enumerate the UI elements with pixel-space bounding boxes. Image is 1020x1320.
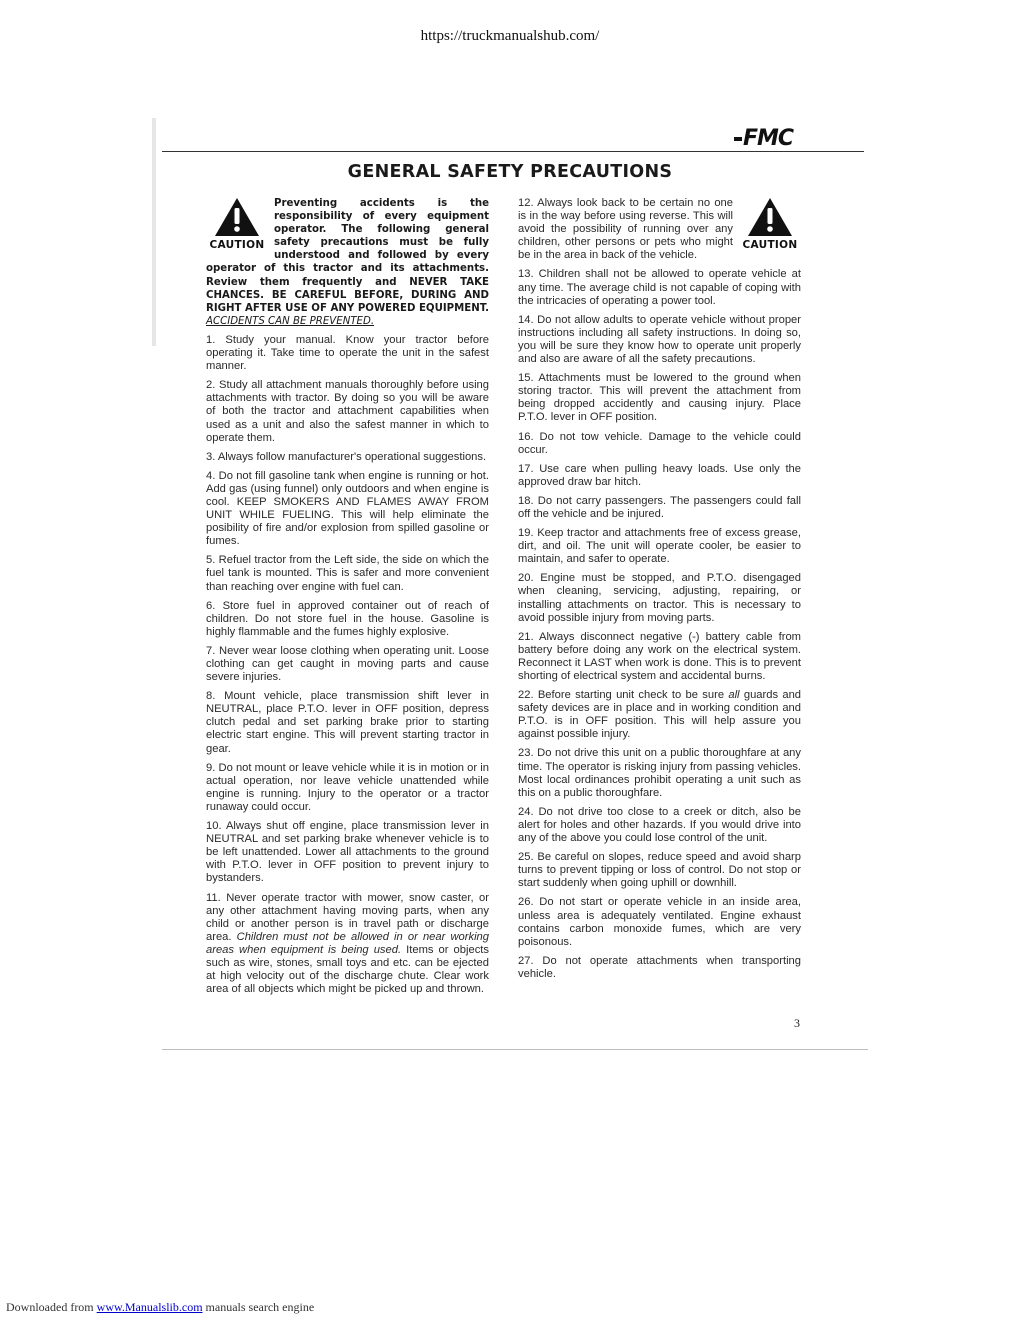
caution-block-left bbox=[206, 197, 268, 252]
brand-logo bbox=[734, 126, 793, 151]
caution-block-right bbox=[739, 197, 801, 252]
list-item: 6. Store fuel in approved container out of reach of children. Do not store fuel in the house. Gasoline is highly flammable and the fumes highly explosive. bbox=[206, 599, 489, 638]
list-item: 27. Do not operate attachments when transporting vehicle. bbox=[518, 954, 801, 980]
footer-suffix: manuals search engine bbox=[205, 1300, 315, 1314]
left-column bbox=[206, 197, 489, 1002]
item22-rest: guards and safety devices are in place and in working condition and P.T.O. is in OFF position. This will help assure you against possible injury. bbox=[518, 689, 802, 741]
list-item: 9. Do not mount or leave vehicle while it is in motion or in actual operation, nor leave vehicle unattended while engine is running. Injury to the operator or a tractor runaway could occur. bbox=[206, 761, 489, 813]
footer bbox=[6, 1300, 314, 1315]
list-item: 23. Do not drive this unit on a public thoroughfare at any time. The operator is risking injury from passing vehicles. Most local ordinances prohibit operating a unit such as this on a public thoroughfare. bbox=[518, 747, 801, 799]
list-item: 19. Keep tractor and attachments free of excess grease, dirt, and oil. The unit will operate cooler, be easier to maintain, and safer to operate. bbox=[518, 527, 801, 566]
warning-triangle-icon bbox=[214, 197, 260, 237]
warning-triangle-icon bbox=[747, 197, 793, 237]
list-item bbox=[206, 892, 489, 997]
list-item: 16. Do not tow vehicle. Damage to the vehicle could occur. bbox=[518, 430, 801, 456]
list-item: 7. Never wear loose clothing when operating unit. Loose clothing can get caught in moving parts and cause severe injuries. bbox=[206, 644, 489, 684]
list-item: 3. Always follow manufacturer's operational suggestions. bbox=[206, 450, 487, 463]
list-item bbox=[518, 689, 801, 741]
list-item: 2. Study all attachment manuals thoroughly before using attachments with tractor. By doing so you will be aware of both the tractor and attachment capabilities when used as a unit and also the safest manner in which to operate them. bbox=[206, 379, 489, 444]
footer-prefix: Downloaded from bbox=[6, 1300, 94, 1314]
list-item: 26. Do not start or operate vehicle in an inside area, unless area is adequately ventilated. Engine exhaust contains carbon monoxide fumes, which are very poisonous. bbox=[518, 896, 801, 948]
list-item: 4. Do not fill gasoline tank when engine is running or hot. Add gas (using funnel) only outdoors and when engine is cool. KEEP SMOKERS AND FLAMES AWAY FROM UNIT WHILE FUELING. This will help eliminate the posibility of fire and/or explosion from spilled gasoline or fumes. bbox=[206, 469, 489, 548]
item11-text: 11. Never operate tractor with mower, snow caster, or any other attachment having moving parts, when any child or another person is in travel path or discharge area. bbox=[206, 891, 489, 943]
intro-underlined: ACCIDENTS CAN BE PREVENTED. bbox=[206, 315, 375, 327]
list-item: 10. Always shut off engine, place transmission lever in NEUTRAL and set parking brake whenever vehicle is to be left unattended. Lower all attachments to the ground with P.T.O. lever in OFF position to prevent injury to bystanders. bbox=[206, 820, 489, 885]
list-item: 5. Refuel tractor from the Left side, the side on which the fuel tank is mounted. This is safer and more convenient than reaching over engine with fuel can. bbox=[206, 554, 489, 593]
bottom-rule bbox=[162, 1049, 868, 1050]
caution-label: CAUTION bbox=[742, 239, 798, 251]
item22-italic: all bbox=[728, 689, 740, 702]
list-item: 24. Do not drive too close to a creek or ditch, also be alert for holes and other hazards. If you would drive into any of the above you could lose control of the unit. bbox=[518, 805, 801, 845]
list-item: 8. Mount vehicle, place transmission shift lever in NEUTRAL, place P.T.O. lever in OFF position, depress clutch pedal and set parking brake prior to starting electric start engine. This will prevent starting tractor in gear. bbox=[206, 690, 489, 755]
header-rule bbox=[162, 151, 864, 152]
header-url: https://truckmanualshub.com/ bbox=[420, 28, 600, 44]
list-item: 15. Attachments must be lowered to the ground when storing tractor. This will prevent the attachment from being dropped accidently and causing injury. Place P.T.O. lever in OFF position. bbox=[518, 372, 801, 424]
page-number: 3 bbox=[794, 1016, 800, 1030]
item22-text: 22. Before starting unit check to be sure bbox=[518, 689, 725, 702]
page-title: GENERAL SAFETY PRECAUTIONS bbox=[347, 162, 673, 182]
brand-text: FMC bbox=[743, 126, 794, 151]
item11-rest: Items or objects such as wire, stones, small toys and etc. can be ejected at high velocity out of the discharge chute. Clear work area of all objects which might be picked up and thrown. bbox=[206, 943, 489, 996]
left-items bbox=[206, 334, 489, 996]
list-item: 14. Do not allow adults to operate vehicle without proper instructions including all safety instructions. In doing so, you will be sure they know how to operate unit properly and also are aware of all the safety precautions. bbox=[518, 313, 801, 366]
list-item: 1. Study your manual. Know your tractor before operating it. Take time to operate the unit in the safest manner. bbox=[206, 333, 489, 373]
item11-italic: Children must not be allowed in or near working areas when equipment is being used. bbox=[206, 930, 489, 956]
right-column bbox=[518, 197, 801, 987]
caution-label: CAUTION bbox=[209, 239, 265, 251]
list-item: 20. Engine must be stopped, and P.T.O. disengaged when cleaning, servicing, adjusting, repairing, or installing attachments on tractor. This is necessary to avoid possible injury from moving parts. bbox=[518, 572, 801, 624]
logo-dash-icon bbox=[734, 137, 742, 141]
manualslib-link[interactable]: www.Manualslib.com bbox=[96, 1300, 203, 1314]
list-item: 13. Children shall not be allowed to operate vehicle at any time. The average child is not capable of coping with the intricacies of operating a power tool. bbox=[518, 268, 801, 307]
list-item: 18. Do not carry passengers. The passengers could fall off the vehicle and be injured. bbox=[518, 494, 801, 520]
list-item: 21. Always disconnect negative (-) battery cable from battery before doing any work on the electrical system. Reconnect it LAST when work is done. This is to prevent shorting of electrical system and accidental burns. bbox=[518, 630, 801, 682]
page-edge-shadow bbox=[152, 118, 156, 346]
list-item: 25. Be careful on slopes, reduce speed and avoid sharp turns to prevent tipping or loss of control. Do not stop or start suddenly when going uphill or downhill. bbox=[518, 851, 801, 890]
list-item: 12. Always look back to be certain no one is in the way before using reverse. This will avoid the possibility of running over any children, other persons or pets who might be in the area in back of the vehicle. bbox=[518, 197, 733, 262]
list-item: 17. Use care when pulling heavy loads. Use only the approved draw bar hitch. bbox=[518, 462, 801, 488]
intro-lead: Preventing accidents is the responsibility of every equipment operator. The following general safety precautions must be fully understood and followed by every operator of this tractor and its attachments. Review them frequently and NEVER TAKE CHANCES. BE CAREFUL BEFORE, DURING AND RIGHT AFTER USE OF ANY POWERED EQUIPMENT. bbox=[206, 198, 489, 314]
